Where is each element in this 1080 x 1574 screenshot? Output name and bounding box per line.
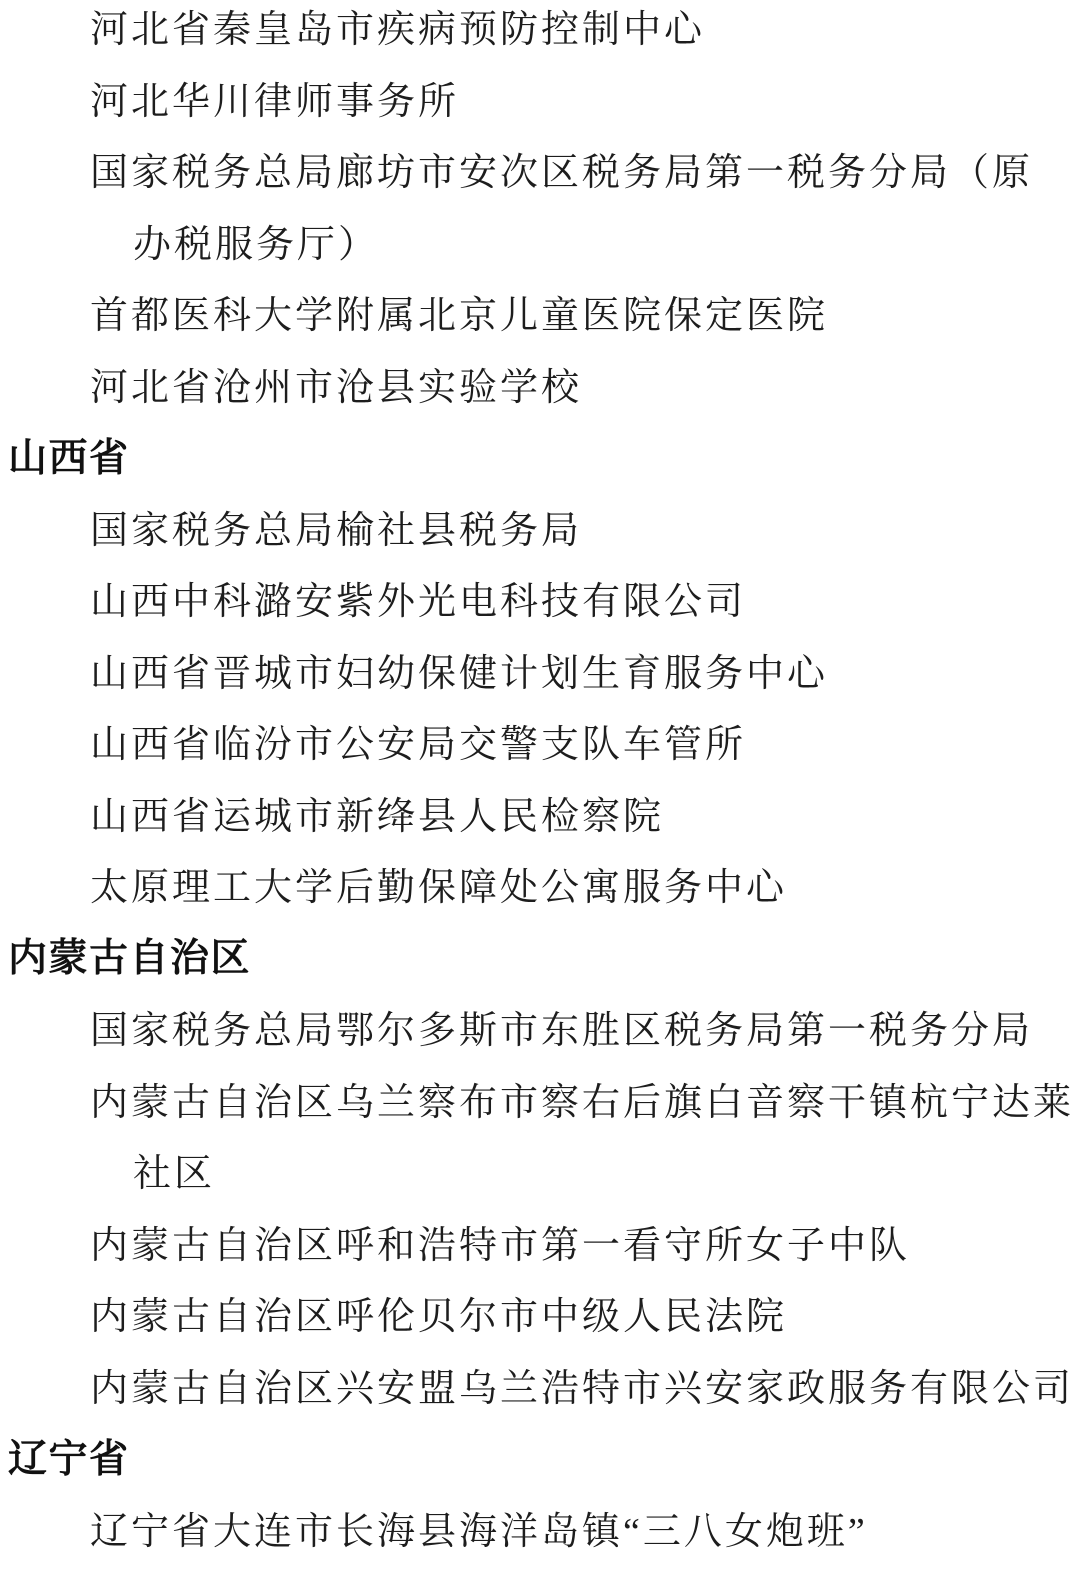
org-name-line: 河北省秦皇岛市疾病预防控制中心 bbox=[90, 9, 706, 52]
org-name-line: 辽宁省大连市长海县海洋岛镇“三八女炮班” bbox=[90, 1510, 868, 1553]
province-heading-neimenggu: 内蒙古自治区 bbox=[8, 937, 252, 981]
province-heading-shanxi: 山西省 bbox=[8, 436, 130, 480]
org-name-line: 太原理工大学后勤保障处公寓服务中心 bbox=[90, 867, 788, 910]
org-name-line-continuation: 社区 bbox=[133, 1153, 216, 1196]
org-name-line: 山西省晋城市妇幼保健计划生育服务中心 bbox=[90, 652, 829, 695]
org-name-line: 河北省沧州市沧县实验学校 bbox=[90, 366, 583, 409]
org-name-line-continuation: 办税服务厅） bbox=[133, 223, 380, 266]
org-name-line: 首都医科大学附属北京儿童医院保定医院 bbox=[90, 295, 829, 338]
org-name-line: 内蒙古自治区呼和浩特市第一看守所女子中队 bbox=[90, 1224, 911, 1267]
org-name-line: 内蒙古自治区兴安盟乌兰浩特市兴安家政服务有限公司 bbox=[90, 1367, 1075, 1410]
org-name-line: 山西中科潞安紫外光电科技有限公司 bbox=[90, 581, 747, 624]
org-name-line: 山西省临汾市公安局交警支队车管所 bbox=[90, 724, 747, 767]
org-name-line: 国家税务总局榆社县税务局 bbox=[90, 509, 583, 552]
org-name-line: 河北华川律师事务所 bbox=[90, 80, 460, 123]
org-name-line: 内蒙古自治区乌兰察布市察右后旗白音察干镇杭宁达莱 bbox=[90, 1081, 1075, 1124]
org-name-line: 内蒙古自治区呼伦贝尔市中级人民法院 bbox=[90, 1296, 788, 1339]
province-heading-liaoning: 辽宁省 bbox=[8, 1437, 130, 1481]
org-name-line: 国家税务总局鄂尔多斯市东胜区税务局第一税务分局 bbox=[90, 1010, 1034, 1053]
org-name-line: 山西省运城市新绛县人民检察院 bbox=[90, 795, 665, 838]
org-name-line: 国家税务总局廊坊市安次区税务局第一税务分局（原 bbox=[90, 152, 1034, 195]
